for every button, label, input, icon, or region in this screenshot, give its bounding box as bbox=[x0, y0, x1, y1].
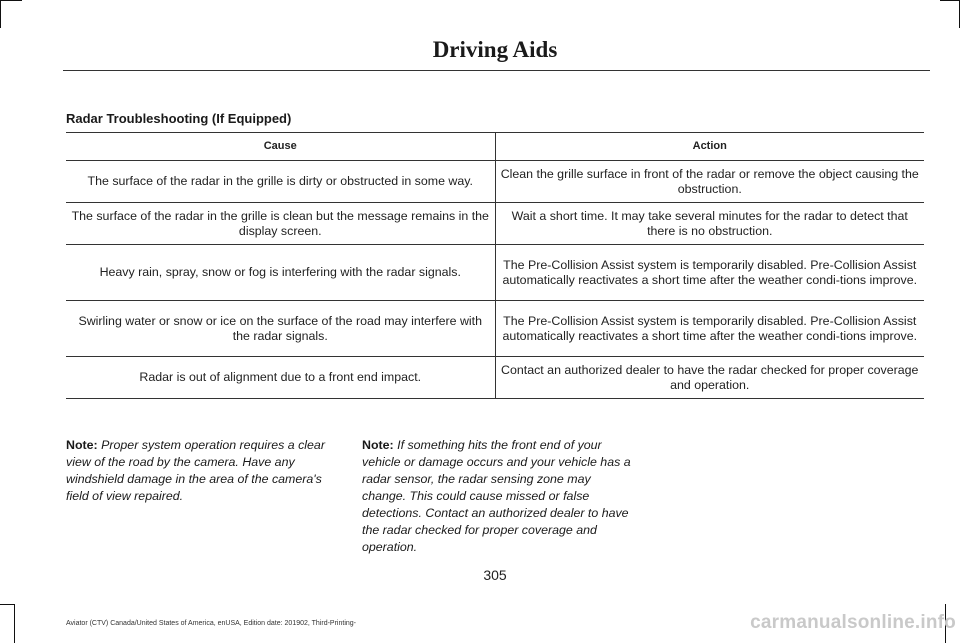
cause-cell: Heavy rain, spray, snow or fog is interfering with the radar signals. bbox=[66, 245, 495, 301]
action-cell: The Pre-Collision Assist system is temporarily disabled. Pre-Collision Assist automatically reactivates a short time after the weather condi-tions improve. bbox=[495, 245, 924, 301]
column-header-action: Action bbox=[495, 133, 924, 161]
table-row bbox=[66, 203, 924, 245]
note-label: Note: bbox=[362, 438, 394, 452]
crop-mark bbox=[0, 0, 22, 1]
watermark: carmanualsonline.info bbox=[750, 612, 956, 633]
note-text: Proper system operation requires a clear view of the road by the camera. Have any windshield damage in the area of the camera's field of view repaired. bbox=[66, 438, 325, 503]
crop-mark bbox=[0, 0, 1, 28]
action-cell: Wait a short time. It may take several minutes for the radar to detect that there is no obstruction. bbox=[495, 203, 924, 245]
cause-cell: The surface of the radar in the grille is clean but the message remains in the display screen. bbox=[66, 203, 495, 245]
crop-mark bbox=[14, 604, 15, 643]
column-header-cause: Cause bbox=[66, 133, 495, 161]
note-text: If something hits the front end of your vehicle or damage occurs and your vehicle has a radar sensor, the radar sensing zone may change. This could cause missed or false detections. Contact an authorized dealer to have the radar checked for proper coverage and operation. bbox=[362, 438, 631, 554]
note-radar bbox=[362, 437, 634, 556]
table-header-row bbox=[66, 133, 924, 161]
cause-cell: Radar is out of alignment due to a front end impact. bbox=[66, 357, 495, 399]
action-cell: Clean the grille surface in front of the radar or remove the object causing the obstruction. bbox=[495, 161, 924, 203]
table-row bbox=[66, 161, 924, 203]
crop-mark bbox=[940, 0, 960, 1]
action-cell: The Pre-Collision Assist system is temporarily disabled. Pre-Collision Assist automatically reactivates a short time after the weather condi-tions improve. bbox=[495, 301, 924, 357]
page-title: Driving Aids bbox=[432, 37, 558, 62]
cause-cell: Swirling water or snow or ice on the surface of the road may interfere with the radar signals. bbox=[66, 301, 495, 357]
edition-footer: Aviator (CTV) Canada/United States of America, enUSA, Edition date: 201902, Third-Printing- bbox=[66, 620, 357, 627]
page-number: 305 bbox=[483, 567, 507, 583]
action-cell: Contact an authorized dealer to have the radar checked for proper coverage and operation. bbox=[495, 357, 924, 399]
table-row bbox=[66, 245, 924, 301]
note-label: Note: bbox=[66, 438, 98, 452]
header-divider bbox=[63, 70, 930, 71]
table-row bbox=[66, 357, 924, 399]
section-heading: Radar Troubleshooting (If Equipped) bbox=[66, 111, 292, 126]
note-camera bbox=[66, 437, 346, 505]
troubleshooting-table bbox=[66, 132, 924, 399]
table-row bbox=[66, 301, 924, 357]
cause-cell: The surface of the radar in the grille is dirty or obstructed in some way. bbox=[66, 161, 495, 203]
crop-mark bbox=[0, 604, 14, 605]
